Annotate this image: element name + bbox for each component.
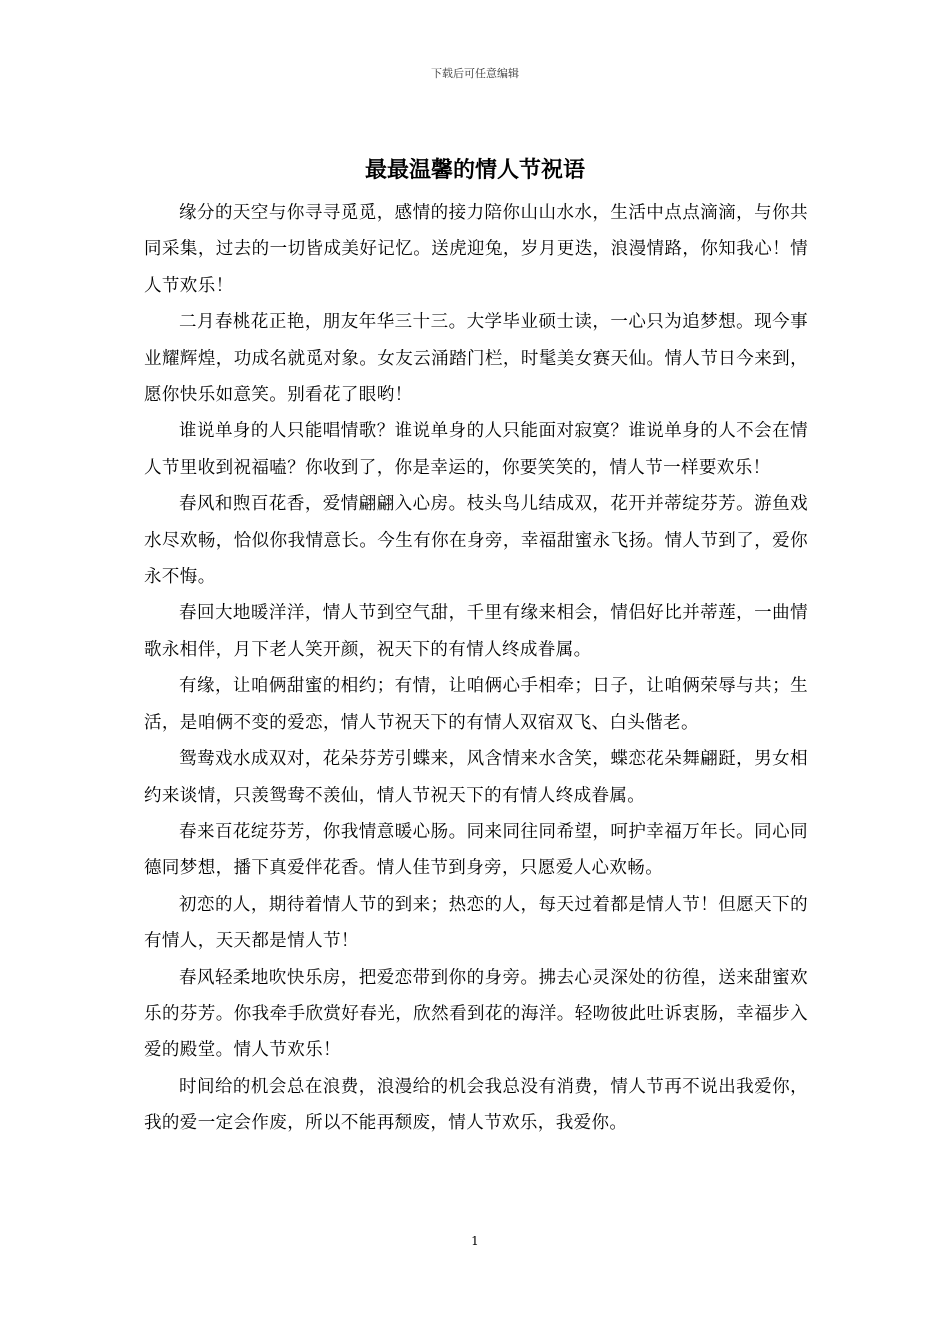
paragraph: 春回大地暖洋洋，情人节到空气甜，千里有缘来相会，情侣好比并蒂莲，一曲情歌永相伴，月下老人笑开颜，祝天下的有情人终成眷属。 (144, 603, 808, 660)
paragraph: 谁说单身的人只能唱情歌？谁说单身的人只能面对寂寞？谁说单身的人不会在情人节里收到祝福嗑？你收到了，你是幸运的，你要笑笑的，情人节一样要欢乐！ (144, 421, 808, 478)
paragraph: 春来百花绽芬芳，你我情意暖心肠。同来同往同希望，呵护幸福万年长。同心同德同梦想，播下真爱伴花香。情人佳节到身旁，只愿爱人心欢畅。 (144, 821, 808, 879)
paragraph: 春风轻柔地吹快乐房，把爱恋带到你的身旁。拂去心灵深处的彷徨，送来甜蜜欢乐的芬芳。你我牵手欣赏好春光，欣然看到花的海洋。轻吻彼此吐诉衷肠，幸福步入爱的殿堂。情人节欢乐！ (144, 967, 808, 1061)
page-number: 1 (471, 1234, 479, 1248)
paragraph: 初恋的人，期待着情人节的到来；热恋的人，每天过着都是情人节！但愿天下的有情人，天天都是情人节！ (144, 894, 808, 952)
document-body (144, 195, 808, 1142)
paragraph: 时间给的机会总在浪费，浪漫给的机会我总没有消费，情人节再不说出我爱你，我的爱一定会作废，所以不能再颓废，情人节欢乐，我爱你。 (144, 1076, 808, 1134)
paragraph: 有缘，让咱俩甜蜜的相约；有情，让咱俩心手相牵；日子，让咱俩荣辱与共；生活，是咱俩不变的爱恋，情人节祝天下的有情人双宿双飞、白头偕老。 (144, 676, 808, 733)
document-title: 最最温馨的情人节祝语 (364, 157, 585, 183)
paragraph: 春风和煦百花香，爱情翩翩入心房。枝头鸟儿结成双，花开并蒂绽芬芳。游鱼戏水尽欢畅，恰似你我情意长。今生有你在身旁，幸福甜蜜永飞扬。情人节到了，爱你永不悔。 (144, 494, 808, 588)
header-note: 下载后可任意编辑 (431, 67, 519, 80)
paragraph: 二月春桃花正艳，朋友年华三十三。大学毕业硕士读，一心只为追梦想。现今事业耀辉煌，功成名就觅对象。女友云涌踏门栏，时髦美女赛天仙。情人节日今来到，愿你快乐如意笑。别看花了眼哟！ (144, 312, 808, 406)
paragraph: 缘分的天空与你寻寻觅觅，感情的接力陪你山山水水，生活中点点滴滴，与你共同采集，过去的一切皆成美好记忆。送虎迎兔，岁月更迭，浪漫情路，你知我心！情人节欢乐！ (144, 203, 808, 296)
paragraph: 鸳鸯戏水成双对，花朵芬芳引蝶来，风含情来水含笑，蝶恋花朵舞翩跹，男女相约来谈情，只羡鸳鸯不羡仙，情人节祝天下的有情人终成眷属。 (144, 749, 808, 806)
